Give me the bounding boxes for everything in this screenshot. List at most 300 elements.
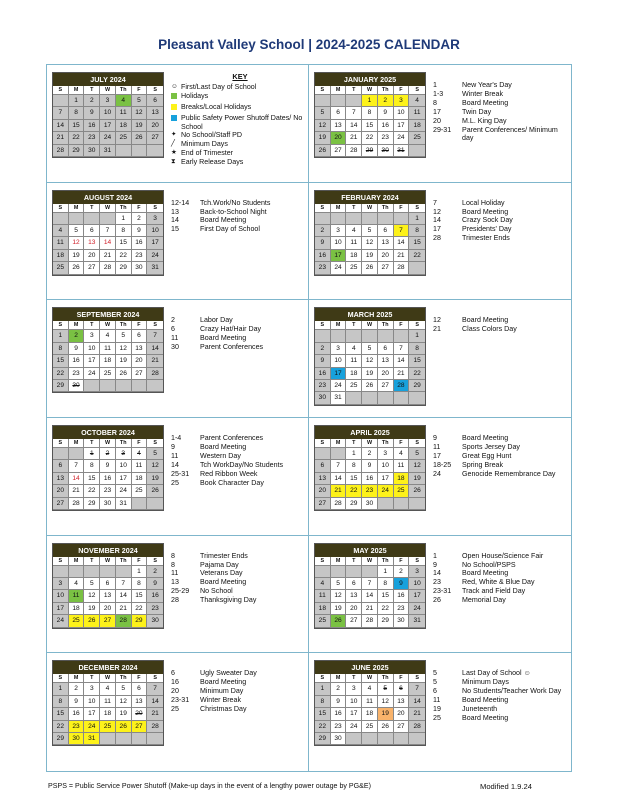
day-cell: 13 xyxy=(315,473,331,485)
event-text: Minimum Days xyxy=(462,678,509,687)
event-text: Board Meeting xyxy=(200,216,247,225)
day-cell: 13 xyxy=(394,696,410,708)
month-calendar xyxy=(52,543,164,629)
month-calendar xyxy=(52,307,164,393)
event-item xyxy=(433,687,569,696)
weekday-header: S xyxy=(315,674,331,683)
day-cell: 20 xyxy=(331,132,347,144)
month-panel xyxy=(47,183,309,301)
day-cell: 8 xyxy=(53,343,69,355)
day-cell: 24 xyxy=(394,132,410,144)
day-cell: 13 xyxy=(378,355,394,367)
empty-day xyxy=(362,566,378,578)
event-text: Labor Day xyxy=(200,316,233,325)
event-list xyxy=(433,316,569,334)
day-cell: 4 xyxy=(69,578,85,590)
event-text: Western Day xyxy=(200,451,241,460)
day-cell: 17 xyxy=(331,250,347,262)
weekday-header: S xyxy=(315,321,331,330)
event-date: 23-31 xyxy=(433,587,452,596)
day-cell: 3 xyxy=(409,566,425,578)
day-cell: 10 xyxy=(100,107,116,119)
event-date: 16 xyxy=(171,678,179,687)
day-cell: 30 xyxy=(84,145,100,157)
day-cell: 23 xyxy=(394,603,410,615)
day-cell: 7 xyxy=(331,460,347,472)
event-date: 25 xyxy=(171,478,179,487)
empty-day xyxy=(331,566,347,578)
empty-day xyxy=(53,448,69,460)
day-cell: 7 xyxy=(147,330,163,342)
day-cell: 5 xyxy=(362,343,378,355)
day-cell: 14 xyxy=(147,696,163,708)
day-cell: 17 xyxy=(53,603,69,615)
event-text: Book Character Day xyxy=(200,478,264,487)
weekday-header: M xyxy=(331,557,347,566)
month-title: JUNE 2025 xyxy=(315,661,425,674)
weekday-header: W xyxy=(362,321,378,330)
empty-day xyxy=(331,448,347,460)
weekday-header: S xyxy=(409,321,425,330)
day-cell: 22 xyxy=(84,485,100,497)
weekday-header: Th xyxy=(116,439,132,448)
day-cell: 20 xyxy=(378,368,394,380)
event-text: No Students/Teacher Work Day xyxy=(462,687,562,696)
day-cell: 10 xyxy=(53,590,69,602)
day-cell: 28 xyxy=(116,615,132,627)
empty-day xyxy=(409,262,425,274)
month-title: APRIL 2025 xyxy=(315,426,425,439)
day-cell: 26 xyxy=(69,262,85,274)
day-cell: 23 xyxy=(331,721,347,733)
day-cell: 18 xyxy=(394,473,410,485)
event-text: Genocide Remembrance Day xyxy=(462,469,556,478)
day-cell: 20 xyxy=(378,250,394,262)
event-item xyxy=(171,687,307,696)
day-cell: 9 xyxy=(84,107,100,119)
empty-day xyxy=(84,213,100,225)
weekday-header: W xyxy=(100,439,116,448)
weekday-header: S xyxy=(147,321,163,330)
day-cell: 3 xyxy=(331,343,347,355)
event-list xyxy=(433,552,569,605)
event-item xyxy=(433,587,569,596)
key-label: Holidays xyxy=(181,91,209,100)
day-grid xyxy=(315,674,425,745)
weekday-header: F xyxy=(394,674,410,683)
day-cell: 19 xyxy=(147,473,163,485)
day-cell: 24 xyxy=(331,380,347,392)
event-text: Thanksgiving Day xyxy=(200,596,257,605)
event-date: 2 xyxy=(171,316,175,325)
event-text: Parent Conferences xyxy=(200,343,264,352)
event-item xyxy=(433,470,569,479)
key-item xyxy=(171,158,309,167)
day-cell: 25 xyxy=(100,368,116,380)
month-title: AUGUST 2024 xyxy=(53,191,163,204)
event-date: 11 xyxy=(171,334,179,343)
day-cell: 8 xyxy=(69,107,85,119)
empty-day xyxy=(378,498,394,510)
empty-day xyxy=(116,380,132,392)
day-cell: 1 xyxy=(53,683,69,695)
day-cell: 7 xyxy=(362,578,378,590)
month-panel xyxy=(47,300,309,418)
day-cell: 19 xyxy=(69,250,85,262)
empty-day xyxy=(84,380,100,392)
month-calendar xyxy=(314,72,426,158)
event-date: 14 xyxy=(433,569,441,578)
day-cell: 13 xyxy=(346,590,362,602)
key-item xyxy=(171,92,309,103)
event-list xyxy=(433,434,569,479)
event-text: Parent Conferences xyxy=(200,433,264,442)
empty-day xyxy=(53,566,69,578)
day-cell: 10 xyxy=(394,107,410,119)
event-text: Parent Conferences/ Minimum day xyxy=(462,125,558,143)
weekday-header: T xyxy=(84,674,100,683)
day-cell: 18 xyxy=(346,250,362,262)
day-cell: 29 xyxy=(315,733,331,745)
empty-day xyxy=(362,733,378,745)
empty-day xyxy=(315,448,331,460)
event-text: M.L. King Day xyxy=(462,116,507,125)
day-cell: 3 xyxy=(53,578,69,590)
day-cell: 9 xyxy=(69,696,85,708)
day-cell: 11 xyxy=(315,590,331,602)
day-cell: 16 xyxy=(100,473,116,485)
day-cell: 17 xyxy=(84,355,100,367)
day-cell: 20 xyxy=(132,708,148,720)
day-cell: 21 xyxy=(147,708,163,720)
event-item xyxy=(171,569,307,578)
weekday-header: M xyxy=(331,674,347,683)
event-date: 5 xyxy=(433,669,437,678)
day-grid xyxy=(53,204,163,275)
weekday-header: S xyxy=(53,86,69,95)
event-date: 15 xyxy=(171,225,179,234)
month-title: OCTOBER 2024 xyxy=(53,426,163,439)
event-date: 14 xyxy=(171,460,179,469)
day-cell: 2 xyxy=(378,95,394,107)
day-cell: 10 xyxy=(84,343,100,355)
day-cell: 11 xyxy=(346,237,362,249)
event-item xyxy=(171,452,307,461)
day-cell: 9 xyxy=(69,343,85,355)
day-cell: 28 xyxy=(331,498,347,510)
event-item xyxy=(171,208,307,217)
day-cell: 18 xyxy=(315,603,331,615)
day-cell: 18 xyxy=(132,473,148,485)
event-date: 12-14 xyxy=(171,198,190,207)
empty-day xyxy=(315,95,331,107)
day-cell: 10 xyxy=(331,237,347,249)
day-cell: 30 xyxy=(69,380,85,392)
day-cell: 21 xyxy=(53,132,69,144)
day-cell: 12 xyxy=(69,237,85,249)
day-cell: 29 xyxy=(69,145,85,157)
day-cell: 26 xyxy=(116,721,132,733)
day-cell: 30 xyxy=(100,498,116,510)
day-cell: 21 xyxy=(362,603,378,615)
event-date: 17 xyxy=(433,451,441,460)
weekday-header: Th xyxy=(116,204,132,213)
day-cell: 8 xyxy=(315,696,331,708)
day-cell: 8 xyxy=(362,107,378,119)
day-cell: 9 xyxy=(315,237,331,249)
day-cell: 21 xyxy=(346,132,362,144)
weekday-header: S xyxy=(315,204,331,213)
day-grid xyxy=(53,321,163,392)
event-item xyxy=(171,325,307,334)
weekday-header: Th xyxy=(378,674,394,683)
day-grid xyxy=(315,321,425,404)
empty-day xyxy=(378,733,394,745)
day-cell: 11 xyxy=(132,460,148,472)
day-cell: 11 xyxy=(394,460,410,472)
event-text: Winter Break xyxy=(462,89,503,98)
day-cell: 6 xyxy=(378,225,394,237)
day-cell: 31 xyxy=(147,262,163,274)
day-cell: 1 xyxy=(362,95,378,107)
weekday-header: S xyxy=(53,321,69,330)
day-cell: 19 xyxy=(378,708,394,720)
day-cell: 14 xyxy=(100,237,116,249)
event-text: Board Meeting xyxy=(462,713,509,722)
empty-day xyxy=(409,145,425,157)
weekday-header: F xyxy=(132,557,148,566)
day-cell: 22 xyxy=(132,603,148,615)
day-cell: 17 xyxy=(100,120,116,132)
event-date: 9 xyxy=(171,442,175,451)
event-list xyxy=(171,552,307,605)
day-cell: 13 xyxy=(378,237,394,249)
event-item xyxy=(433,705,569,714)
weekday-header: M xyxy=(331,321,347,330)
day-cell: 11 xyxy=(362,696,378,708)
day-grid xyxy=(53,86,163,157)
day-cell: 3 xyxy=(84,683,100,695)
day-cell: 14 xyxy=(409,696,425,708)
day-cell: 3 xyxy=(147,213,163,225)
day-cell: 18 xyxy=(362,708,378,720)
day-cell: 22 xyxy=(116,250,132,262)
day-cell: 16 xyxy=(84,120,100,132)
weekday-header: W xyxy=(100,557,116,566)
empty-day xyxy=(346,392,362,404)
empty-day xyxy=(132,733,148,745)
day-cell: 13 xyxy=(132,696,148,708)
empty-day xyxy=(116,733,132,745)
day-cell: 2 xyxy=(315,225,331,237)
day-cell: 29 xyxy=(53,380,69,392)
day-cell: 2 xyxy=(362,448,378,460)
event-date: 5 xyxy=(433,678,437,687)
day-cell: 13 xyxy=(331,120,347,132)
event-text: Trimester Ends xyxy=(462,234,510,243)
empty-day xyxy=(147,380,163,392)
day-cell: 7 xyxy=(147,683,163,695)
weekday-header: M xyxy=(69,321,85,330)
day-cell: 27 xyxy=(378,262,394,274)
empty-day xyxy=(100,213,116,225)
event-text: Ugly Sweater Day xyxy=(200,669,257,678)
key-swatch-icon xyxy=(171,104,177,110)
event-item xyxy=(171,199,307,208)
event-item xyxy=(433,696,569,705)
weekday-header: S xyxy=(147,86,163,95)
empty-day xyxy=(132,498,148,510)
day-cell: 12 xyxy=(84,590,100,602)
event-text: Back-to-School Night xyxy=(200,207,267,216)
event-date: 25 xyxy=(171,704,179,713)
day-cell: 19 xyxy=(409,473,425,485)
day-cell: 1 xyxy=(409,213,425,225)
day-cell: 13 xyxy=(84,237,100,249)
event-list xyxy=(433,81,569,143)
day-cell: 29 xyxy=(362,145,378,157)
day-cell: 16 xyxy=(378,120,394,132)
empty-day xyxy=(147,498,163,510)
empty-day xyxy=(346,95,362,107)
day-cell: 10 xyxy=(147,225,163,237)
month-calendar xyxy=(314,543,426,629)
day-cell: 16 xyxy=(132,237,148,249)
day-cell: 14 xyxy=(147,343,163,355)
weekday-header: Th xyxy=(116,674,132,683)
day-cell: 1 xyxy=(53,330,69,342)
day-cell: 23 xyxy=(69,368,85,380)
weekday-header: T xyxy=(84,86,100,95)
event-item xyxy=(433,443,569,452)
empty-day xyxy=(346,213,362,225)
day-cell: 18 xyxy=(100,708,116,720)
key-symbol-icon: ⧗ xyxy=(171,158,176,166)
day-cell: 21 xyxy=(394,368,410,380)
event-item xyxy=(433,561,569,570)
day-grid xyxy=(315,439,425,510)
weekday-header: T xyxy=(84,439,100,448)
event-list xyxy=(171,434,307,487)
day-cell: 26 xyxy=(315,145,331,157)
event-date: 29-31 xyxy=(433,125,452,134)
day-cell: 8 xyxy=(409,343,425,355)
empty-day xyxy=(315,330,331,342)
day-cell: 13 xyxy=(100,590,116,602)
event-item xyxy=(433,678,569,687)
day-cell: 22 xyxy=(53,721,69,733)
day-cell: 20 xyxy=(132,355,148,367)
day-cell: 9 xyxy=(331,696,347,708)
event-text: Board Meeting xyxy=(200,578,247,587)
event-text: Board Meeting xyxy=(462,316,509,325)
event-date: 13 xyxy=(171,207,179,216)
event-date: 9 xyxy=(433,560,437,569)
key-symbol-icon: ★ xyxy=(171,149,177,157)
day-cell: 5 xyxy=(315,107,331,119)
day-cell: 5 xyxy=(378,683,394,695)
event-date: 12 xyxy=(433,207,441,216)
day-cell: 28 xyxy=(147,368,163,380)
day-cell: 15 xyxy=(132,590,148,602)
day-cell: 2 xyxy=(84,95,100,107)
day-cell: 19 xyxy=(116,708,132,720)
day-cell: 4 xyxy=(346,343,362,355)
weekday-header: S xyxy=(409,557,425,566)
empty-day xyxy=(331,330,347,342)
day-cell: 3 xyxy=(394,95,410,107)
weekday-header: M xyxy=(331,86,347,95)
empty-day xyxy=(394,498,410,510)
event-item xyxy=(433,461,569,470)
day-cell: 28 xyxy=(346,145,362,157)
weekday-header: M xyxy=(69,439,85,448)
event-item xyxy=(171,434,307,443)
weekday-header: S xyxy=(315,439,331,448)
event-date: 18-25 xyxy=(433,460,452,469)
day-cell: 28 xyxy=(362,615,378,627)
day-cell: 28 xyxy=(394,262,410,274)
event-item xyxy=(171,316,307,325)
day-cell: 27 xyxy=(346,615,362,627)
day-cell: 15 xyxy=(69,120,85,132)
day-cell: 25 xyxy=(132,485,148,497)
day-cell: 23 xyxy=(132,250,148,262)
day-cell: 11 xyxy=(100,696,116,708)
event-item xyxy=(171,225,307,234)
day-cell: 29 xyxy=(346,498,362,510)
day-cell: 6 xyxy=(331,107,347,119)
weekday-header: Th xyxy=(378,557,394,566)
day-cell: 27 xyxy=(394,721,410,733)
day-cell: 24 xyxy=(100,132,116,144)
day-cell: 19 xyxy=(362,368,378,380)
day-cell: 24 xyxy=(346,721,362,733)
event-text: Spring Break xyxy=(462,460,504,469)
day-cell: 9 xyxy=(147,578,163,590)
event-text: Pajama Day xyxy=(200,560,239,569)
day-cell: 24 xyxy=(84,368,100,380)
day-cell: 11 xyxy=(409,107,425,119)
weekday-header: T xyxy=(346,674,362,683)
day-cell: 1 xyxy=(346,448,362,460)
day-cell: 18 xyxy=(116,120,132,132)
day-cell: 28 xyxy=(409,721,425,733)
day-cell: 26 xyxy=(378,721,394,733)
day-cell: 2 xyxy=(69,330,85,342)
weekday-header: S xyxy=(315,86,331,95)
event-item xyxy=(433,569,569,578)
day-cell: 20 xyxy=(394,708,410,720)
day-cell: 10 xyxy=(378,460,394,472)
day-cell: 31 xyxy=(84,733,100,745)
event-item xyxy=(433,316,569,325)
day-cell: 6 xyxy=(84,225,100,237)
event-date: 11 xyxy=(171,451,179,460)
day-cell: 27 xyxy=(132,721,148,733)
month-title: JULY 2024 xyxy=(53,73,163,86)
event-text: Presidents' Day xyxy=(462,225,512,234)
day-cell: 5 xyxy=(84,578,100,590)
day-cell: 6 xyxy=(378,343,394,355)
day-grid xyxy=(53,557,163,628)
month-panel xyxy=(309,300,571,418)
month-calendar xyxy=(52,72,164,158)
day-cell: 9 xyxy=(378,107,394,119)
day-cell: 16 xyxy=(315,368,331,380)
day-cell: 16 xyxy=(69,708,85,720)
weekday-header: S xyxy=(409,439,425,448)
